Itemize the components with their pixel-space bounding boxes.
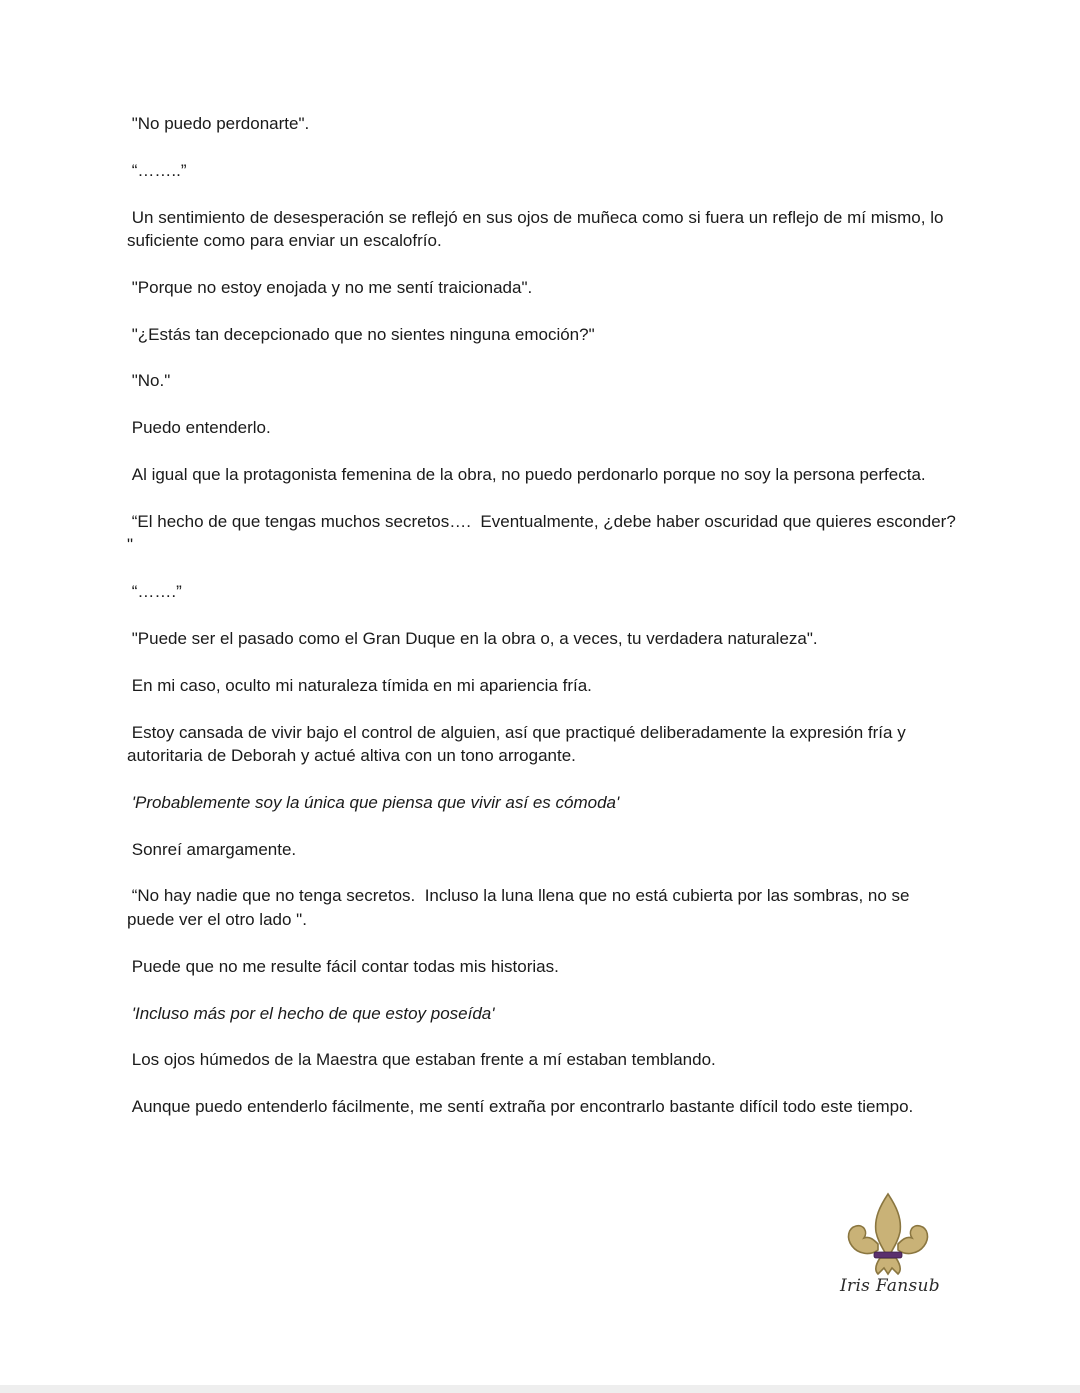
paragraph: “…….” xyxy=(127,582,182,602)
logo-text: Iris Fansub xyxy=(840,1276,940,1296)
iris-fansub-logo xyxy=(840,1192,940,1302)
paragraph: “……..” xyxy=(127,160,187,180)
page-bottom-edge xyxy=(0,1385,1080,1393)
paragraph: 'Probablemente soy la única que piensa que vivir así es cómoda' xyxy=(127,792,620,812)
paragraph: "Puede ser el pasado como el Gran Duque en la obra o, a veces, tu verdadera naturaleza". xyxy=(127,628,818,648)
paragraph: Un sentimiento de desesperación se reflejó en sus ojos de muñeca como si fuera un reflejo de mí mismo, lo suficiente como para enviar un escalofrío. xyxy=(127,207,949,251)
paragraph: Al igual que la protagonista femenina de la obra, no puedo perdonarlo porque no soy la persona perfecta. xyxy=(127,465,926,485)
paragraph: "No." xyxy=(127,371,171,391)
paragraph: 'Incluso más por el hecho de que estoy poseída' xyxy=(127,1003,495,1023)
paragraph: "No puedo perdonarte". xyxy=(127,114,310,133)
paragraph: “El hecho de que tengas muchos secretos…. Eventualmente, ¿debe haber oscuridad que quieres esconder? " xyxy=(127,511,961,555)
paragraph: En mi caso, oculto mi naturaleza tímida en mi apariencia fría. xyxy=(127,675,592,695)
paragraph: Los ojos húmedos de la Maestra que estaban frente a mí estaban temblando. xyxy=(127,1050,716,1070)
paragraph: Puedo entenderlo. xyxy=(127,418,271,438)
paragraph: Estoy cansada de vivir bajo el control de alguien, así que practiqué deliberadamente la expresión fría y autoritaria de Deborah y actué altiva con un tono arrogante. xyxy=(127,722,911,766)
paragraph: Sonreí amargamente. xyxy=(127,839,297,859)
paragraph: “No hay nadie que no tenga secretos. Incluso la luna llena que no está cubierta por las sombras, no se puede ver el otro lado ". xyxy=(127,886,915,929)
paragraph: Puede que no me resulte fácil contar todas mis historias. xyxy=(127,956,559,976)
paragraph: Aunque puedo entenderlo fácilmente, me sentí extraña por encontrarlo bastante difícil todo este tiempo. xyxy=(127,1097,914,1117)
paragraph: "Porque no estoy enojada y no me sentí traicionada". xyxy=(127,277,533,297)
paragraph: "¿Estás tan decepcionado que no sientes ninguna emoción?" xyxy=(127,324,595,344)
fleur-de-lis-icon xyxy=(840,1192,940,1276)
document-body xyxy=(127,112,961,1142)
